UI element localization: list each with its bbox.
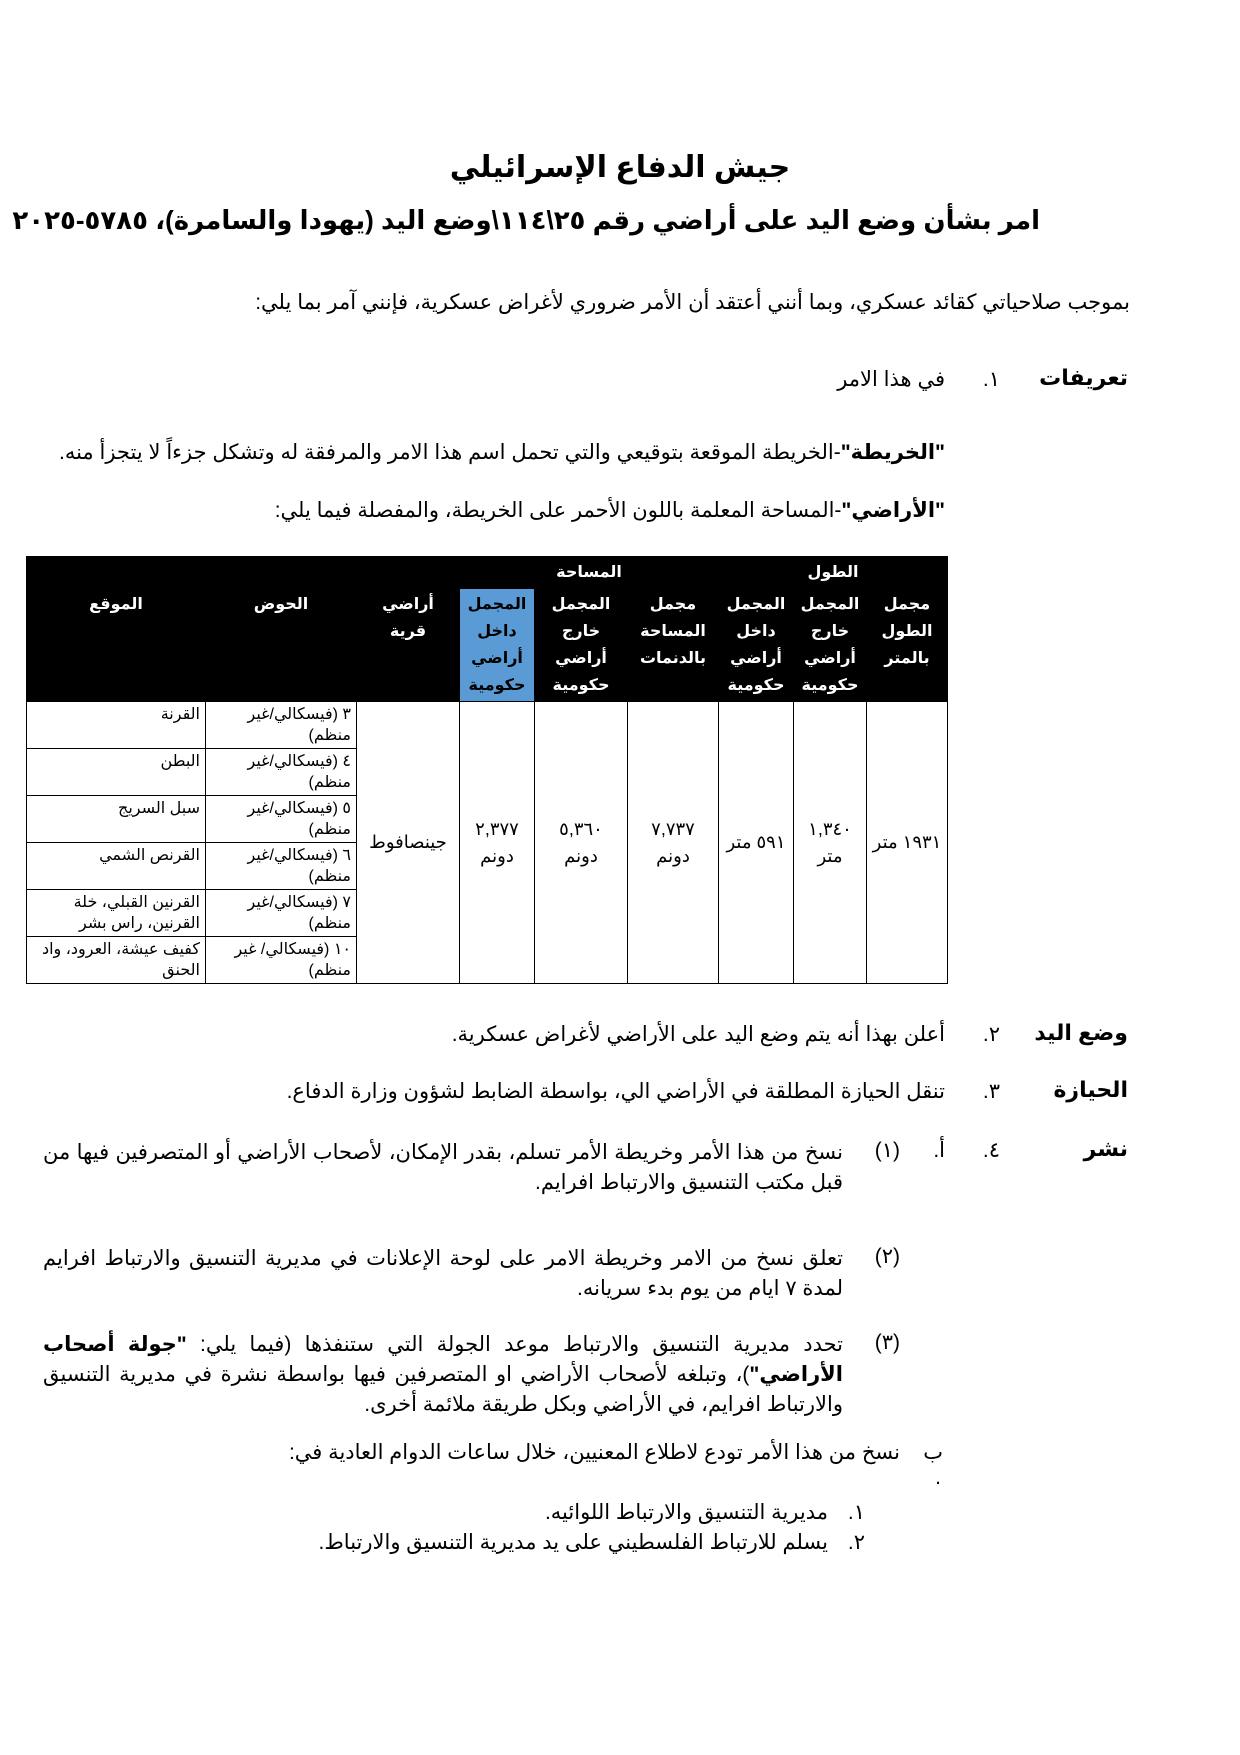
list-item-1-text: مديرية التنسيق والارتباط اللوائيه. xyxy=(544,1501,828,1524)
section1-heading: تعريفات xyxy=(1039,365,1128,390)
section4-heading: نشر xyxy=(1083,1136,1128,1161)
section4-number: ٤. xyxy=(982,1139,1000,1162)
header-length-total: مجمل الطول بالمتر xyxy=(867,589,948,702)
definition-map-text: -الخريطة الموقعة بتوقيعي والتي تحمل اسم هذا الامر والمرفقة له وتشكل جزءاً لا يتجزأ منه. xyxy=(59,441,841,464)
definition-map-term: "الخريطة" xyxy=(840,441,945,464)
section3-text: تنقل الحيازة المطلقة في الأراضي الي، بواسطة الضابط لشؤون وزارة الدفاع. xyxy=(286,1080,945,1103)
header-village: أراضي قرية xyxy=(357,589,460,702)
cell-site: القرنص الشمي xyxy=(27,843,206,890)
section2-text: أعلن بهذا أنه يتم وضع اليد على الأراضي لأغراض عسكرية. xyxy=(451,1023,945,1046)
item1-text: نسخ من هذا الأمر وخريطة الأمر تسلم، بقدر الإمكان، لأصحاب الأراضي أو المتصرفين فيها من قبل مكتب التنسيق والارتباط افرايم. xyxy=(43,1141,843,1194)
header-area-outside: المجمل خارج أراضي حكومية xyxy=(535,589,628,702)
header-length-inside: المجمل داخل أراضي حكومية xyxy=(719,589,794,702)
list-item-2-text: يسلم للارتباط الفلسطيني على يد مديرية التنسيق والارتباط. xyxy=(318,1531,828,1554)
header-site-top xyxy=(27,557,206,589)
header-basin-top xyxy=(206,557,357,589)
header-length-group: الطول xyxy=(719,557,948,589)
list-item-1-number: ١. xyxy=(847,1501,865,1524)
cell-basin: ٤ (فيسكالي/غير منظم) xyxy=(206,749,357,796)
document-title: جيش الدفاع الإسرائيلي xyxy=(449,151,791,184)
section4-sub-a-label: أ. xyxy=(933,1139,945,1162)
header-area-inside: المجمل داخل أراضي حكومية xyxy=(460,589,535,702)
section3-heading: الحيازة xyxy=(1053,1077,1128,1102)
item2-text: تعلق نسخ من الامر وخريطة الامر على لوحة الإعلانات في مديرية التنسيق والارتباط افرايم لمدة ٧ ايام من يوم بدء سريانه. xyxy=(43,1247,843,1300)
header-village-top xyxy=(357,557,460,589)
cell-site: القرنة xyxy=(27,702,206,749)
cell-village: جينصافوط xyxy=(357,702,460,984)
item3-label: (٣) xyxy=(874,1331,900,1354)
cell-length-outside: ١,٣٤٠ متر xyxy=(794,702,867,984)
item3-text xyxy=(43,1330,843,1420)
section4-sub-b-label: ب xyxy=(923,1441,943,1464)
cell-site: القرنين القبلي، خلة القرنين، راس بشر xyxy=(27,890,206,937)
cell-basin: ٧ (فيسكالي/غير منظم) xyxy=(206,890,357,937)
lands-table xyxy=(26,556,948,984)
preamble: بموجب صلاحياتي كقائد عسكري، وبما أنني أعتقد أن الأمر ضروري لأغراض عسكرية، فإنني آمر بما يلي: xyxy=(255,291,1130,314)
cell-area-outside: ٥,٣٦٠ دونم xyxy=(535,702,628,984)
definition-map xyxy=(59,440,945,465)
item2-label: (٢) xyxy=(874,1245,900,1268)
cell-site: البطن xyxy=(27,749,206,796)
section2-heading: وضع اليد xyxy=(1034,1020,1128,1045)
cell-length-inside: ٥٩١ متر xyxy=(719,702,794,984)
section1-number: ١. xyxy=(982,368,1000,391)
section4-sub-b-dot: . xyxy=(935,1466,941,1489)
item3-text-bold: "جولة أصحاب الأراضي" xyxy=(43,1333,843,1386)
table-row xyxy=(27,702,948,749)
item1-label: (١) xyxy=(874,1139,900,1162)
definition-lands xyxy=(275,498,945,523)
definition-lands-term: "الأراضي" xyxy=(841,499,945,522)
cell-area-inside: ٢,٣٧٧ دونم xyxy=(460,702,535,984)
order-title: امر بشأن وضع اليد على أراضي رقم ٢٥\١١٤\وضع اليد (يهودا والسامرة)، ٥٧٨٥-٢٠٢٥ xyxy=(12,205,1040,235)
header-length-outside: المجمل خارج أراضي حكومية xyxy=(794,589,867,702)
header-area-group: المساحة xyxy=(460,557,719,589)
cell-basin: ١٠ (فيسكالي/ غير منظم) xyxy=(206,937,357,984)
section2-number: ٢. xyxy=(982,1023,1000,1046)
cell-basin: ٥ (فيسكالي/غير منظم) xyxy=(206,796,357,843)
section3-number: ٣. xyxy=(982,1080,1000,1103)
cell-basin: ٣ (فيسكالي/غير منظم) xyxy=(206,702,357,749)
item3-text-after: )، وتبلغه لأصحاب الأراضي او المتصرفين فيها بواسطة نشرة في مديرية التنسيق والارتباط افرايم، في الأراضي وبكل طريقة ملائمة أخرى. xyxy=(43,1363,843,1416)
list-item-2-number: ٢. xyxy=(847,1531,865,1554)
cell-basin: ٦ (فيسكالي/غير منظم) xyxy=(206,843,357,890)
header-area-total: مجمل المساحة بالدنمات xyxy=(628,589,719,702)
cell-site: سبل السريج xyxy=(27,796,206,843)
item3-text-before: تحدد مديرية التنسيق والارتباط موعد الجولة التي ستنفذها (فيما يلي: xyxy=(186,1333,844,1356)
cell-site: كفيف عيشة، العرود، واد الحنق xyxy=(27,937,206,984)
definition-lands-text: -المساحة المعلمة باللون الأحمر على الخريطة، والمفصلة فيما يلي: xyxy=(274,499,842,522)
header-site: الموقع xyxy=(27,589,206,702)
sub-b-text: نسخ من هذا الأمر تودع لاطلاع المعنيين، خلال ساعات الدوام العادية في: xyxy=(288,1441,900,1464)
section1-text: في هذا الامر xyxy=(837,368,945,391)
header-basin: الحوض xyxy=(206,589,357,702)
cell-area-total: ٧,٧٣٧ دونم xyxy=(628,702,719,984)
cell-length-total: ١٩٣١ متر xyxy=(867,702,948,984)
